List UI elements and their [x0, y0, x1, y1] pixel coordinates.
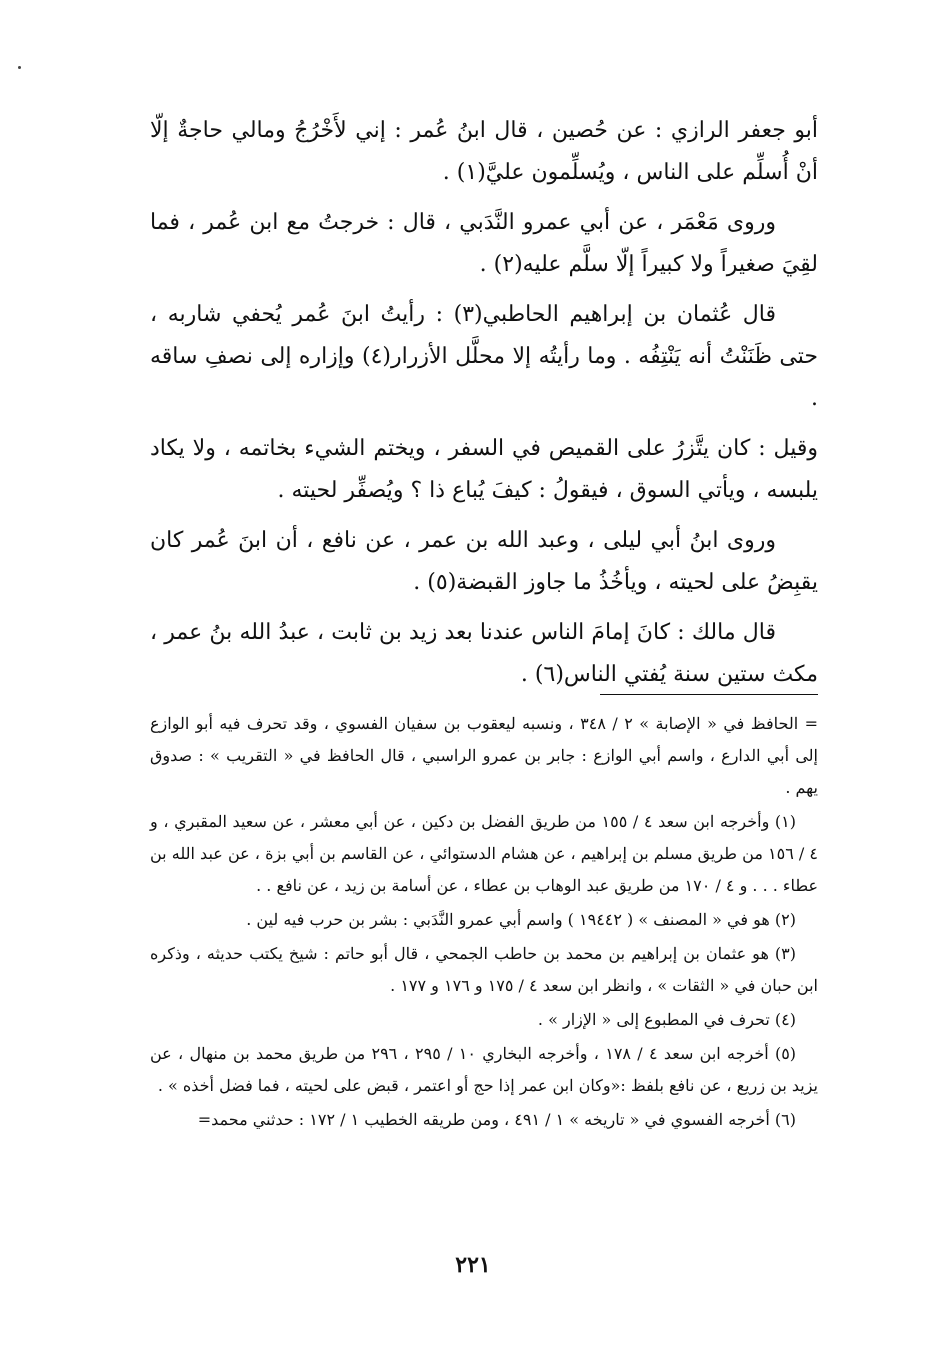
- footnote-5: (٥) أخرجه ابن سعد ٤ / ١٧٨ ، وأخرجه البخاري ١٠ / ٢٩٥ ، ٢٩٦ من طريق محمد بن منهال ، عن يزيد بن زريع ، عن نافع بلفظ :«وكان ابن عمر إذا حج أو اعتمر ، قبض على لحيته ، فما فضل أخذه » .: [150, 1044, 818, 1095]
- footnote-2: (٢) هو في « المصنف » ( ١٩٤٤٢ ) واسم أبي عمرو النَّدَبي : بشر بن حرب فيه لين .: [246, 910, 796, 929]
- footnote-6: (٦) أخرجه الفسوي في « تاريخه » ١ / ٤٩١ ، ومن طريقه الخطيب ١ / ١٧٢ : حدثني محمد=: [197, 1110, 796, 1129]
- page-number: ٢٢١: [455, 1252, 491, 1278]
- paragraph-5: وروى ابنُ أبي ليلى ، وعبد الله بن عمر ، عن نافع ، أن ابنَ عُمر كان يقبِضُ على لحيته ، ويأخُذُ ما جاوز القبضة(٥) .: [150, 528, 818, 595]
- footnote-1: (١) وأخرجه ابن سعد ٤ / ١٥٥ من طريق الفضل بن دكين ، عن أبي معشر ، عن سعيد المقبري ، و ٤ / ١٥٦ من طريق مسلم بن إبراهيم ، عن هشام الدستوائي ، عن القاسم بن أبي بزة ، عن عبد الله بن عطاء . . . و ٤ / ١٧٠ من طريق عبد الوهاب بن عطاء ، عن أسامة بن زيد ، عن نافع . .: [150, 812, 818, 895]
- paragraph-1: أبو جعفر الرازي : عن حُصين ، قال ابنُ عُمر : إني لأَخْرُجُ ومالي حاجةٌ إلّا أنْ أُسلِّم على الناس ، ويُسلِّمون عليَّ(١) .: [150, 118, 818, 185]
- margin-speck: [18, 66, 21, 69]
- main-text: [150, 110, 818, 704]
- paragraph-6: قال مالك : كانَ إمامَ الناس عندنا بعد زيد بن ثابت ، عبدُ الله بنُ عمر ، مكث ستين سنة يُفتي الناس(٦) .: [150, 620, 818, 687]
- footnote-4: (٤) تحرف في المطبوع إلى « الإزار » .: [537, 1010, 796, 1029]
- paragraph-3: قال عُثمان بن إبراهيم الحاطبي(٣) : رأيتُ ابنَ عُمر يُحفي شاربه ، حتى ظَنَنْتُ أنه يَنْتِفُه . وما رأيتُه إلا محلَّل الأزرار(٤) وإزاره إلى نصفِ ساقه .: [150, 302, 818, 411]
- footnote-continuation: = الحافظ في « الإصابة » ٢ / ٣٤٨ ، ونسبه ليعقوب بن سفيان الفسوي ، وقد تحرف فيه أبو الوازع إلى أبي الدارع ، واسم أبي الوازع : جابر بن عمرو الراسبي ، قال الحافظ في « التقريب » : صدوق يهم .: [150, 714, 819, 797]
- footnotes: [150, 708, 818, 1138]
- footnote-divider: [600, 694, 818, 695]
- paragraph-4: وقيل : كان يتَّزرُ على القميص في السفر ، ويختم الشيء بخاتمه ، ولا يكاد يلبسه ، ويأتي السوق ، فيقولُ : كيفَ يُباع ذا ؟ ويُصفِّر لحيته .: [150, 436, 818, 503]
- paragraph-2: وروى مَعْمَر ، عن أبي عمرو النَّدَبي ، قال : خرجتُ مع ابن عُمر ، فما لقِيَ صغيراً ولا كبيراً إلّا سلَّم عليه(٢) .: [150, 210, 818, 277]
- footnote-3: (٣) هو عثمان بن إبراهيم بن محمد بن حاطب الجمحي ، قال أبو حاتم : شيخ يكتب حديثه ، وذكره ابن حبان في « الثقات » ، وانظر ابن سعد ٤ / ١٧٥ و ١٧٦ و ١٧٧ .: [150, 944, 818, 995]
